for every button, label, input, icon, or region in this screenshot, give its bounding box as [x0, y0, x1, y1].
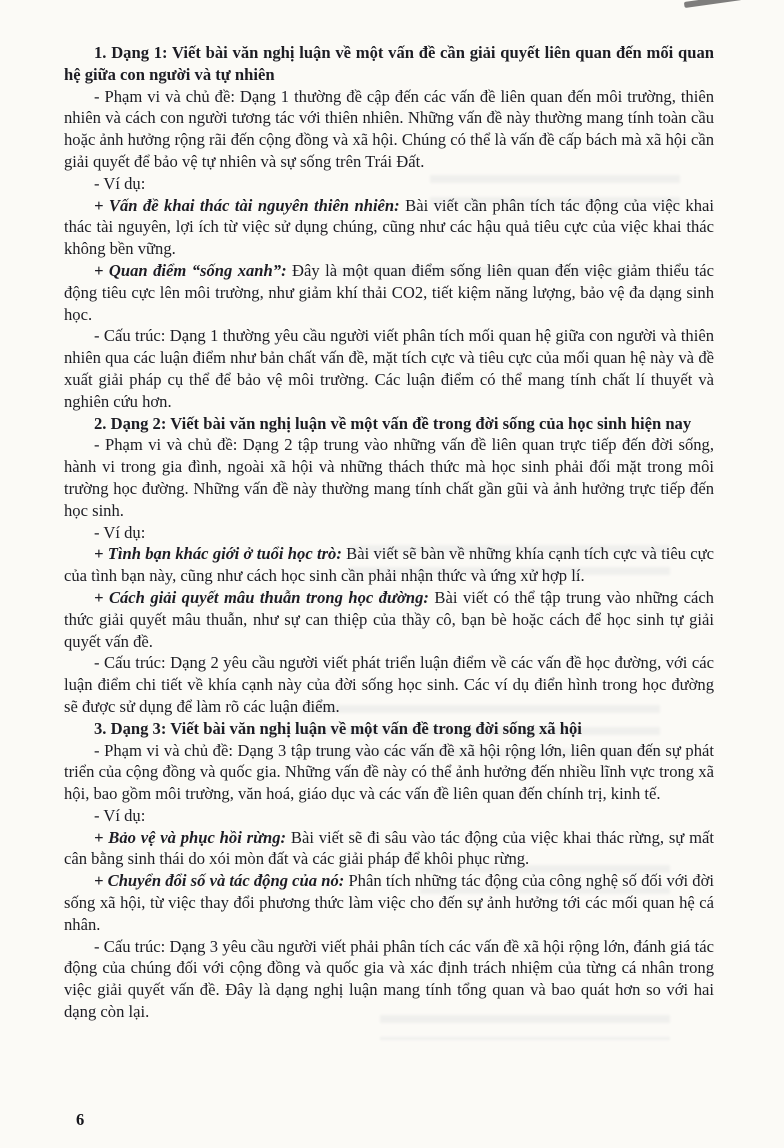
paragraph	[64, 522, 714, 544]
text-run: - Phạm vi và chủ đề: Dạng 1 thường đề cập đến các vấn đề liên quan đến môi trường, thiên nhiên và cách con người tương tác với thiên nhiên. Những vấn đề này thường mang tính toàn cầu hoặc ảnh hưởng rộng rãi đến cộng đồng và xã hội. Chúng có thể là vấn đề cấp bách mà xã hội cần giải quyết để bảo vệ tự nhiên và sự sống trên Trái Đất.	[64, 86, 714, 171]
text-run: 2. Dạng 2: Viết bài văn nghị luận về một vấn đề trong đời sống của học sinh hiện nay	[94, 413, 692, 433]
section-heading	[64, 718, 714, 740]
example-lead-text: + Tình bạn khác giới ở tuổi học trò:	[94, 544, 342, 564]
text-run: - Ví dụ:	[94, 173, 146, 193]
text-run: 1. Dạng 1: Viết bài văn nghị luận về một vấn đề cần giải quyết liên quan đến mối quan hệ giữa con người và tự nhiên	[64, 43, 714, 84]
paragraph	[64, 587, 714, 652]
text-run: Bài viết sẽ bàn về những khía cạnh tích cực và tiêu cực của tình bạn này, cũng như cách học sinh cần phải nhận thức và ứng xử hợp lí.	[64, 544, 714, 586]
paragraph	[64, 543, 714, 587]
example-lead-text: + Chuyển đổi số và tác động của nó:	[94, 871, 345, 891]
paragraph	[64, 652, 714, 717]
paragraph	[64, 86, 714, 173]
paragraph	[64, 173, 714, 195]
text-run: - Phạm vi và chủ đề: Dạng 2 tập trung vào những vấn đề liên quan trực tiếp đến đời sống, hành vi trong gia đình, ngoài xã hội và những thách thức mà học sinh phải đối mặt trong môi trường học đường. Những vấn đề này thường mang tính chất gần gũi và ảnh hưởng trực tiếp đến học sinh.	[64, 435, 714, 520]
text-run: Phân tích những tác động của công nghệ số đối với đời sống xã hội, từ việc thay đổi phương thức làm việc cho đến sự ảnh hưởng tới các mối quan hệ cá nhân.	[64, 871, 714, 934]
example-lead-text: + Quan điểm “sống xanh”:	[94, 260, 287, 280]
section-heading	[64, 413, 714, 435]
text-run: - Cấu trúc: Dạng 3 yêu cầu người viết phải phân tích các vấn đề xã hội rộng lớn, đánh giá tác động của chúng đối với cộng đồng và quốc gia và xác định trách nhiệm của từng cá nhân trong việc giải quyết vấn đề. Đây là dạng nghị luận mang tính tổng quan và bao quát hơn so với hai dạng còn lại.	[64, 936, 714, 1022]
text-run: Bài viết sẽ đi sâu vào tác động của việc khai thác rừng, sự mất cân bằng sinh thái do xói mòn đất và các giải pháp để khôi phục rừng.	[64, 827, 714, 869]
text-run: - Phạm vi và chủ đề: Dạng 3 tập trung vào các vấn đề xã hội rộng lớn, liên quan đến sự phát triển của cộng đồng và quốc gia. Những vấn đề này có thể ảnh hưởng đến nhiều lĩnh vực trong xã hội, bao gồm môi trường, văn hoá, giáo dục và các vấn đề liên quan đến chính trị, kinh tế.	[64, 740, 714, 804]
paragraph	[64, 260, 714, 325]
paragraph	[64, 827, 714, 871]
paragraph	[64, 325, 714, 412]
example-lead-text: + Cách giải quyết mâu thuẫn trong học đường:	[94, 587, 429, 607]
example-lead-text: + Bảo vệ và phục hồi rừng:	[94, 827, 287, 847]
text-run: Bài viết có thể tập trung vào những cách thức giải quyết mâu thuẫn, như sự can thiệp của thầy cô, bạn bè hoặc cách để học sinh tự giải quyết vấn đề.	[64, 587, 714, 651]
paragraph	[64, 434, 714, 521]
page-content	[64, 42, 714, 1023]
example-lead-text: + Vấn đề khai thác tài nguyên thiên nhiên:	[94, 195, 400, 215]
text-run: - Cấu trúc: Dạng 2 yêu cầu người viết phát triển luận điểm về các vấn đề học đường, với các luận điểm chi tiết về khía cạnh này của đời sống học sinh. Các ví dụ điển hình trong học đường sẽ được sử dụng để làm rõ các luận điểm.	[64, 653, 714, 716]
section-heading	[64, 42, 714, 86]
text-run: - Ví dụ:	[94, 805, 146, 825]
paragraph	[64, 936, 714, 1023]
paragraph	[64, 870, 714, 935]
paragraph	[64, 740, 714, 805]
text-run: 3. Dạng 3: Viết bài văn nghị luận về một vấn đề trong đời sống xã hội	[94, 718, 582, 738]
scan-corner-mark	[684, 0, 742, 8]
page-number: 6	[76, 1110, 85, 1129]
paragraph	[64, 805, 714, 827]
text-run: - Ví dụ:	[94, 522, 146, 542]
paragraph	[64, 195, 714, 260]
text-run: - Cấu trúc: Dạng 1 thường yêu cầu người viết phân tích mối quan hệ giữa con người và thiên nhiên qua các luận điểm như bản chất vấn đề, mặt tích cực và tiêu cực của mối quan hệ này và đề xuất giải pháp cụ thể để bảo vệ môi trường. Các luận điểm có thể mang tính chất lí thuyết và nghiên cứu hơn.	[64, 326, 714, 411]
text-run: Đây là một quan điểm sống liên quan đến việc giảm thiểu tác động tiêu cực lên môi trường, như giảm khí thải CO2, tiết kiệm năng lượng, bảo vệ đa dạng sinh học.	[64, 260, 714, 324]
text-run: Bài viết cần phân tích tác động của việc khai thác tài nguyên, lợi ích từ việc sử dụng chúng, cũng như các hậu quả tiêu cực của việc khai thác không bền vững.	[64, 195, 715, 259]
